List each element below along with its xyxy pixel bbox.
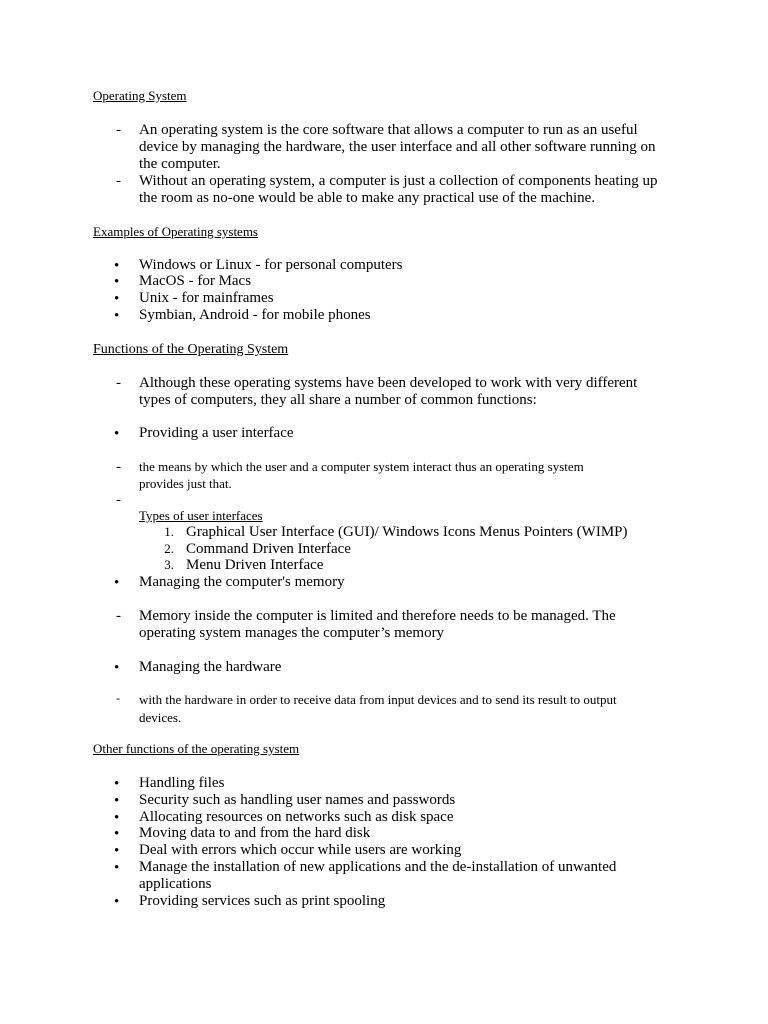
bullet-marker: • xyxy=(114,274,120,290)
bullet-marker: • xyxy=(114,894,120,910)
function-title-hardware: Managing the hardware xyxy=(139,659,282,675)
intro-point-line: Without an operating system, a computer is just a collection of components heating up xyxy=(139,173,658,189)
dash-marker: - xyxy=(116,459,121,475)
dash-marker: - xyxy=(116,608,121,624)
bullet-marker: • xyxy=(114,258,120,274)
dash-marker: - xyxy=(116,375,121,391)
interface-type-item: Command Driven Interface xyxy=(186,541,351,557)
bullet-marker: • xyxy=(114,793,120,809)
bullet-marker: • xyxy=(114,826,120,842)
other-function-item: Allocating resources on networks such as disk space xyxy=(139,809,454,825)
heading-operating-system: Operating System xyxy=(93,88,187,103)
hardware-desc-line: devices. xyxy=(139,710,182,725)
list-number: 2. xyxy=(164,541,174,556)
example-item: MacOS - for Macs xyxy=(139,273,252,289)
bullet-marker: • xyxy=(114,308,120,324)
other-function-item: Deal with errors which occur while users are working xyxy=(139,842,462,858)
other-function-item: Security such as handling user names and passwords xyxy=(139,792,456,808)
function-title-user-interface: Providing a user interface xyxy=(139,425,294,441)
dash-marker: - xyxy=(116,492,121,508)
memory-desc-line: Memory inside the computer is limited and therefore needs to be managed. The xyxy=(139,608,616,624)
memory-desc-line: operating system manages the computer’s memory xyxy=(139,625,445,641)
intro-point-line: device by managing the hardware, the user interface and all other software running on xyxy=(139,139,656,155)
bullet-marker: • xyxy=(114,426,120,442)
functions-intro-line: Although these operating systems have been developed to work with very different xyxy=(139,375,638,391)
other-function-item-continued: applications xyxy=(139,876,212,892)
intro-point-line: An operating system is the core software that allows a computer to run as an useful xyxy=(139,122,638,138)
bullet-marker: • xyxy=(114,575,120,591)
functions-intro-line: types of computers, they all share a number of common functions: xyxy=(139,392,537,408)
bullet-marker: • xyxy=(114,291,120,307)
bullet-marker: • xyxy=(114,810,120,826)
function-title-memory: Managing the computer's memory xyxy=(139,574,345,590)
other-function-item: Handling files xyxy=(139,775,225,791)
types-of-user-interfaces-heading: Types of user interfaces xyxy=(139,508,263,523)
list-number: 3. xyxy=(164,557,174,572)
dash-marker: - xyxy=(116,122,121,138)
other-function-item: Manage the installation of new applications and the de-installation of unwanted xyxy=(139,859,617,875)
intro-point-line: the room as no-one would be able to make any practical use of the machine. xyxy=(139,190,596,206)
bullet-marker: • xyxy=(114,860,120,876)
other-function-item: Moving data to and from the hard disk xyxy=(139,825,371,841)
example-item: Unix - for mainframes xyxy=(139,290,274,306)
dash-marker: - xyxy=(116,691,120,705)
interface-type-item: Graphical User Interface (GUI)/ Windows Icons Menus Pointers (WIMP) xyxy=(186,524,628,540)
example-item: Windows or Linux - for personal computers xyxy=(139,257,403,273)
interface-type-item: Menu Driven Interface xyxy=(186,557,324,573)
intro-point-line: the computer. xyxy=(139,156,221,172)
other-function-item: Providing services such as print spooling xyxy=(139,893,386,909)
user-interface-desc-line: the means by which the user and a computer system interact thus an operating system xyxy=(139,459,584,474)
heading-functions: Functions of the Operating System xyxy=(93,342,289,357)
bullet-marker: • xyxy=(114,660,120,676)
example-item: Symbian, Android - for mobile phones xyxy=(139,307,371,323)
heading-examples: Examples of Operating systems xyxy=(93,224,258,239)
dash-marker: - xyxy=(116,173,121,189)
hardware-desc-line: with the hardware in order to receive data from input devices and to send its result to output xyxy=(139,692,617,707)
heading-other-functions: Other functions of the operating system xyxy=(93,741,300,756)
list-number: 1. xyxy=(164,524,174,539)
user-interface-desc-line: provides just that. xyxy=(139,476,232,491)
bullet-marker: • xyxy=(114,843,120,859)
bullet-marker: • xyxy=(114,776,120,792)
